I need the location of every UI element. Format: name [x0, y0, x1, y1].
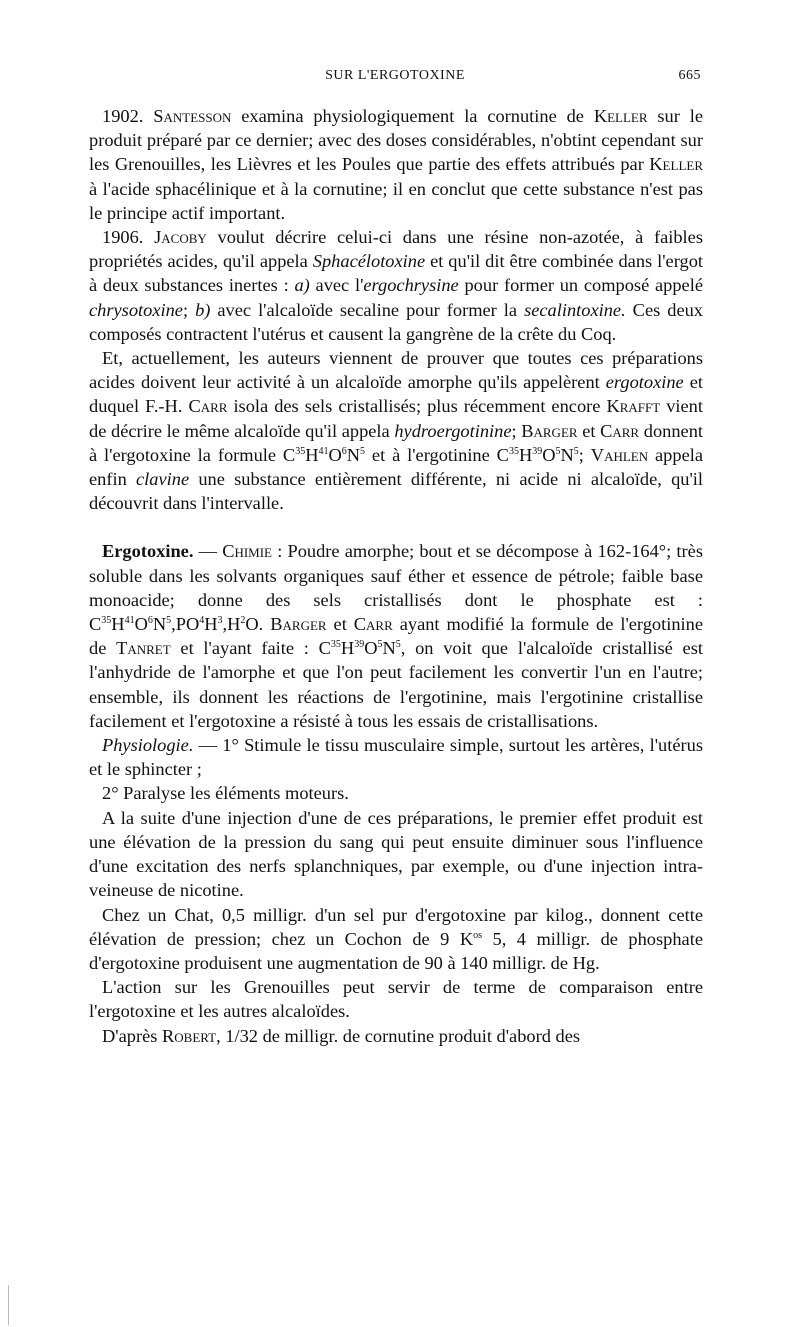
- text-run: , 1/32 de milligr. de cornutine produit d'abord des: [216, 1025, 581, 1046]
- formula-element: O: [364, 638, 378, 659]
- subsection-label: Chimie: [222, 541, 273, 562]
- author-name: Jacoby: [154, 227, 207, 248]
- text-run: sur le produit préparé par ce dernier; avec des doses considérables, n'obtint cependant sur les Grenouilles, les Lièvres et les Poules que partie des effets attribués par: [89, 106, 703, 175]
- paragraph-chat: [89, 903, 703, 976]
- text-run: et l'ayant faite : C: [170, 638, 331, 659]
- scan-margin-mark: [8, 1285, 9, 1325]
- formula-element: ,PO: [171, 614, 200, 635]
- text-run: et duquel F.-H.: [89, 372, 703, 417]
- term: chrysotoxine: [89, 299, 183, 320]
- text-run: donnent à l'ergotoxine la formule C: [89, 420, 703, 465]
- formula-element: ,H: [222, 614, 241, 635]
- list-label: a): [294, 275, 310, 296]
- text-run: ;: [578, 444, 591, 465]
- formula-subscript: 6: [147, 614, 153, 626]
- formula-subscript: 4: [199, 614, 205, 626]
- subsection-label: Physiologie.: [102, 735, 194, 756]
- list-label: b): [195, 299, 211, 320]
- text-run: avec l'alcaloïde secaline pour former la: [210, 299, 525, 320]
- formula-element: O: [134, 614, 148, 635]
- text-run: A la suite d'une injection d'une de ces préparations, le premier effet produit est une élévation de la pression du sang qui peut ensuite diminuer sous l'influence d'une excitation des nerfs splanchniques, par exemple, ou d'une injection intra-veineuse de nicotine.: [89, 807, 703, 901]
- text-run: pour former un composé appelé: [458, 275, 703, 296]
- section-heading: Ergotoxine.: [102, 541, 194, 562]
- text-run: une substance entièrement différente, ni acide ni alcaloïde, qu'il découvrit dans l'intervalle.: [89, 469, 703, 514]
- year: 1906.: [102, 227, 144, 248]
- formula-element: H: [340, 638, 355, 659]
- formula-element: H: [111, 614, 125, 635]
- paragraph-1906: [89, 225, 703, 346]
- text-run: — 1° Stimule le tissu musculaire simple, surtout les artères, l'utérus et le sphincter ;: [89, 735, 703, 780]
- formula-subscript: 5: [377, 639, 383, 651]
- term: ergotoxine: [605, 372, 684, 393]
- running-header: [89, 68, 701, 90]
- term: hydroergotinine: [394, 420, 512, 441]
- formula-element: H: [204, 614, 218, 635]
- formula-subscript: 39: [532, 445, 543, 457]
- term: ergochrysine: [363, 275, 459, 296]
- text-run: appela enfin: [89, 444, 703, 490]
- formula-element: O: [542, 444, 556, 465]
- paragraph-actuellement: [89, 346, 703, 515]
- body-text: [89, 104, 703, 1048]
- formula-subscript: 39: [354, 639, 365, 651]
- author-name: Santesson: [153, 106, 232, 126]
- formula-subscript: 5: [360, 445, 366, 457]
- author-name: Carr: [353, 614, 393, 635]
- formula-element: N: [560, 444, 574, 465]
- formula-subscript: 35: [330, 639, 341, 651]
- formula-subscript: 35: [508, 445, 519, 457]
- text-run: à l'acide sphacélinique et à la cornutine; il en conclut que cette substance n'est pas le principe actif important.: [89, 178, 703, 223]
- temperature: 162-164°: [597, 541, 667, 562]
- formula-subscript: 41: [124, 614, 135, 626]
- paragraph-grenouilles: [89, 975, 703, 1023]
- text-run: : Poudre amorphe; bout et se décompose à: [272, 541, 598, 562]
- text-run: Ces deux composés contractent l'utérus et causent la gangrène de la crête du Coq.: [89, 299, 704, 344]
- text-run: et: [326, 614, 354, 635]
- text-run: ;: [511, 420, 522, 441]
- author-name: Carr: [188, 396, 228, 417]
- term: Sphacélotoxine: [312, 251, 426, 272]
- text-run: et: [577, 420, 601, 441]
- text-run: voulut décrire celui-ci dans une résine non-azotée, à faibles propriétés acides, qu'il appela: [89, 227, 703, 272]
- term: secalintoxine.: [524, 299, 626, 320]
- author-name: Tanret: [116, 638, 171, 659]
- running-title: SUR L'ERGOTOXINE: [325, 68, 465, 83]
- formula-subscript: 2: [240, 614, 246, 626]
- author-name: Barger: [270, 614, 327, 635]
- text-run: ;: [182, 299, 196, 320]
- author-name: Robert: [162, 1025, 217, 1046]
- page-number: 665: [678, 68, 701, 83]
- paragraph-physiologie: [89, 733, 703, 781]
- author-name: Barger: [521, 420, 578, 441]
- text-run: D'après: [102, 1025, 162, 1046]
- author-name: Krafft: [606, 396, 661, 417]
- paragraph-injection: [89, 806, 703, 903]
- text-run: et à l'ergotinine C: [365, 444, 509, 465]
- formula-subscript: 3: [217, 614, 223, 626]
- formula-subscript: 41: [318, 445, 329, 457]
- text-run: 5, 4 milligr. de phosphate d'ergotoxine produisent une augmentation de 90 à 140 milligr. de Hg.: [89, 928, 703, 973]
- author-name: Vahlen: [590, 444, 649, 465]
- text-run: isola des sels cristallisés; plus récemment encore: [227, 396, 607, 417]
- author-name: Keller: [649, 154, 703, 175]
- text-run: , on voit que l'alcaloïde cristallisé est l'anhydride de l'amorphe et que l'on peut facilement les convertir l'un en l'autre; ensemble, ils donnent les réactions de l'ergotinine, mais l'ergotinine cristallise facilement et l'ergotoxine a résisté à tous les essais de cristallisations.: [89, 638, 703, 731]
- paragraph-point-2: [89, 781, 703, 805]
- text-run: avec l': [309, 275, 364, 296]
- formula-subscript: 6: [341, 445, 347, 457]
- formula-subscript: 5: [395, 639, 401, 651]
- author-name: Keller: [593, 106, 648, 126]
- text-run: examina physiologiquement la cornutine de: [231, 106, 594, 126]
- formula-subscript: 35: [295, 445, 306, 457]
- text-run: 2° Paralyse les éléments moteurs.: [102, 783, 349, 804]
- formula-element: O: [328, 444, 342, 465]
- text-run: Et, actuellement, les auteurs viennent de prouver que toutes ces préparations acides doivent leur activité à un alcaloïde amorphe qu'ils appelèrent: [89, 348, 703, 393]
- paragraph-1902: [89, 104, 703, 225]
- formula-element: N: [346, 444, 361, 465]
- text-run: et qu'il dit être combinée dans l'ergot à deux substances inertes :: [89, 251, 703, 296]
- paragraph-robert: [89, 1024, 703, 1048]
- text-run: ayant modifié la formule de l'ergotinine de: [89, 614, 703, 659]
- paragraph-ergotoxine-chimie: [89, 539, 703, 733]
- formula-element: H: [305, 444, 319, 465]
- term: clavine: [136, 469, 190, 490]
- formula-subscript: 5: [166, 614, 172, 626]
- formula-subscript: 35: [101, 614, 112, 626]
- year: 1902.: [102, 106, 144, 126]
- formula-element: N: [382, 638, 396, 659]
- unit-superscript: os: [473, 929, 483, 941]
- text-run: Chez un Chat, 0,5 milligr. d'un sel pur d'ergotoxine par kilog., donnent cette élévation de pression; chez un Cochon de 9 K: [89, 904, 703, 949]
- text-run: ; très soluble dans les solvants organiques sauf éther et essence de pétrole; faible base monoacide; donne des sels cristallisés dont le phosphate est : C: [89, 541, 703, 635]
- text-run: vient de décrire le même alcaloïde qu'il appela: [89, 396, 703, 441]
- text-run: —: [193, 541, 223, 562]
- formula-element: N: [152, 614, 167, 635]
- formula-subscript: 5: [555, 445, 561, 457]
- formula-element: O.: [245, 614, 264, 635]
- text-run: L'action sur les Grenouilles peut servir de terme de comparaison entre l'ergotoxine et les autres alcaloïdes.: [89, 977, 703, 1022]
- author-name: Carr: [600, 420, 640, 441]
- formula-element: H: [518, 444, 533, 465]
- formula-subscript: 5: [573, 445, 579, 457]
